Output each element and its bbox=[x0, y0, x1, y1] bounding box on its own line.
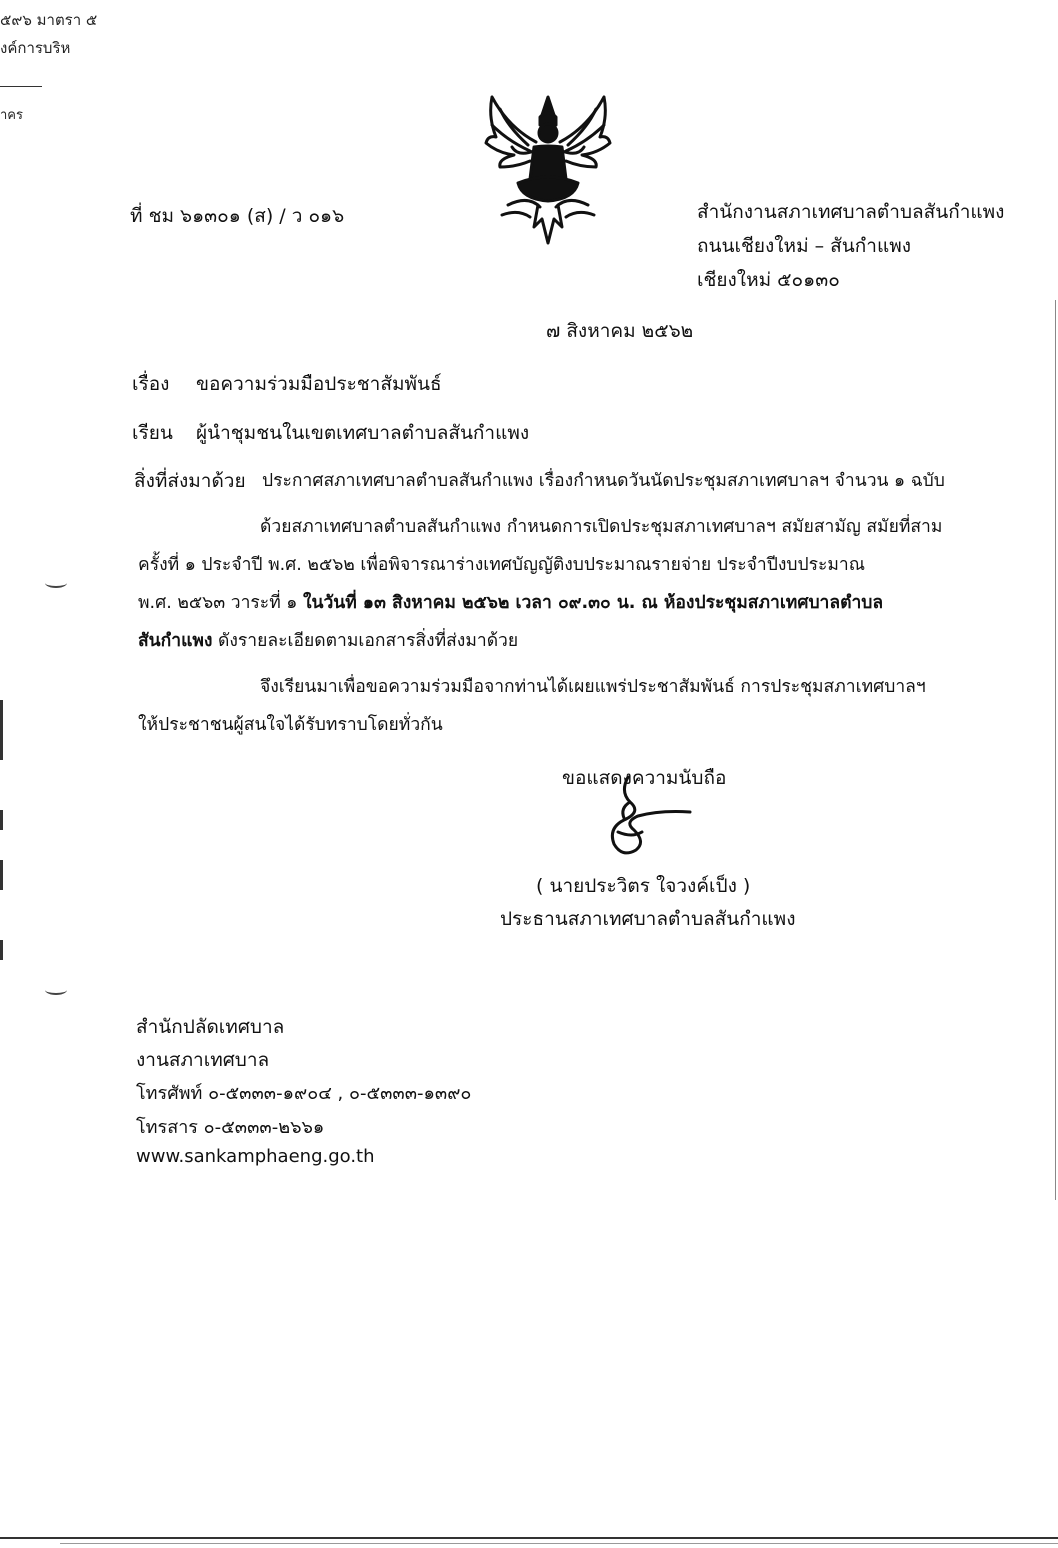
garuda-emblem bbox=[478, 87, 618, 247]
body-line bbox=[138, 622, 960, 660]
footer-section: งานสภาเทศบาล bbox=[136, 1049, 270, 1071]
sender-address-line2: ถนนเชียงใหม่ – สันกำแพง bbox=[697, 235, 911, 257]
body-line: ให้ประชาชนผู้สนใจได้รับทราบโดยทั่วกัน bbox=[138, 715, 443, 735]
body-line: จึงเรียนมาเพื่อขอความร่วมมือจากท่านได้เผยแพร่ประชาสัมพันธ์ การประชุมสภาเทศบาลฯ bbox=[260, 677, 926, 697]
edge-rule bbox=[0, 86, 42, 87]
sender-address-line1: สำนักงานสภาเทศบาลตำบลสันกำแพง bbox=[697, 201, 1005, 223]
signatory-position: ประธานสภาเทศบาลตำบลสันกำแพง bbox=[500, 908, 796, 930]
subject-value: ขอความร่วมมือประชาสัมพันธ์ bbox=[196, 373, 442, 395]
subject-label: เรื่อง bbox=[132, 373, 170, 395]
body-paragraph-1 bbox=[138, 508, 960, 660]
letter-date: ๗ สิงหาคม ๒๕๖๒ bbox=[546, 320, 694, 342]
meeting-datetime-bold: ในวันที่ ๑๓ สิงหาคม ๒๕๖๒ เวลา ๐๙.๓๐ น. ณ ห้องประชุมสภาเทศบาลตำบล bbox=[302, 593, 884, 613]
footer-website: www.sankamphaeng.go.th bbox=[136, 1146, 375, 1167]
body-text: ดังรายละเอียดตามเอกสารสิ่งที่ส่งมาด้วย bbox=[212, 631, 519, 651]
footer-fax: โทรสาร ๐-๕๓๓๓-๒๖๖๑ bbox=[136, 1117, 325, 1138]
scan-bottom-line bbox=[0, 1537, 1058, 1539]
scan-edge-line bbox=[1055, 300, 1056, 1200]
closing-text: ขอแสดงความนับถือ bbox=[562, 767, 727, 789]
edge-fragment-3: าคร bbox=[0, 108, 23, 123]
sender-address-line3: เชียงใหม่ ๕๐๑๓๐ bbox=[697, 269, 840, 291]
body-text: พ.ศ. ๒๕๖๓ วาระที่ ๑ bbox=[138, 593, 303, 613]
handwritten-signature bbox=[590, 772, 700, 862]
edge-mark bbox=[0, 700, 3, 760]
enclosure-label: สิ่งที่ส่งมาด้วย bbox=[134, 470, 246, 492]
scan-mark bbox=[45, 985, 67, 995]
scan-mark bbox=[45, 578, 67, 588]
scan-bottom-line bbox=[60, 1543, 1058, 1544]
edge-mark bbox=[0, 810, 3, 830]
footer-phone: โทรศัพท์ ๐-๕๓๓๓-๑๙๐๔ , ๐-๕๓๓๓-๑๓๙๐ bbox=[136, 1083, 472, 1104]
reference-number: ที่ ชม ๖๑๓๐๑ (ส) / ว ๐๑๖ bbox=[130, 205, 345, 227]
edge-fragment-2: งค์การบริห bbox=[0, 39, 71, 57]
edge-mark bbox=[0, 940, 3, 960]
edge-fragment-1: ๕๙๖ มาตรา ๕ bbox=[0, 11, 98, 29]
meeting-place-bold: สันกำแพง bbox=[138, 631, 213, 651]
footer-office: สำนักปลัดเทศบาล bbox=[136, 1016, 285, 1038]
enclosure-value: ประกาศสภาเทศบาลตำบลสันกำแพง เรื่องกำหนดวันนัดประชุมสภาเทศบาลฯ จำนวน ๑ ฉบับ bbox=[262, 471, 945, 491]
body-paragraph-2 bbox=[138, 668, 960, 744]
body-line: ด้วยสภาเทศบาลตำบลสันกำแพง กำหนดการเปิดประชุมสภาเทศบาลฯ สมัยสามัญ สมัยที่สาม bbox=[260, 517, 943, 537]
signatory-name: ( นายประวิตร ใจวงค์เป็ง ) bbox=[536, 875, 751, 897]
edge-mark bbox=[0, 860, 3, 890]
recipient-value: ผู้นำชุมชนในเขตเทศบาลตำบลสันกำแพง bbox=[196, 422, 530, 444]
recipient-label: เรียน bbox=[132, 422, 173, 444]
body-line bbox=[138, 584, 960, 622]
body-line: ครั้งที่ ๑ ประจำปี พ.ศ. ๒๕๖๒ เพื่อพิจารณาร่างเทศบัญญัติงบประมาณรายจ่าย ประจำปีงบประมาณ bbox=[138, 555, 865, 575]
